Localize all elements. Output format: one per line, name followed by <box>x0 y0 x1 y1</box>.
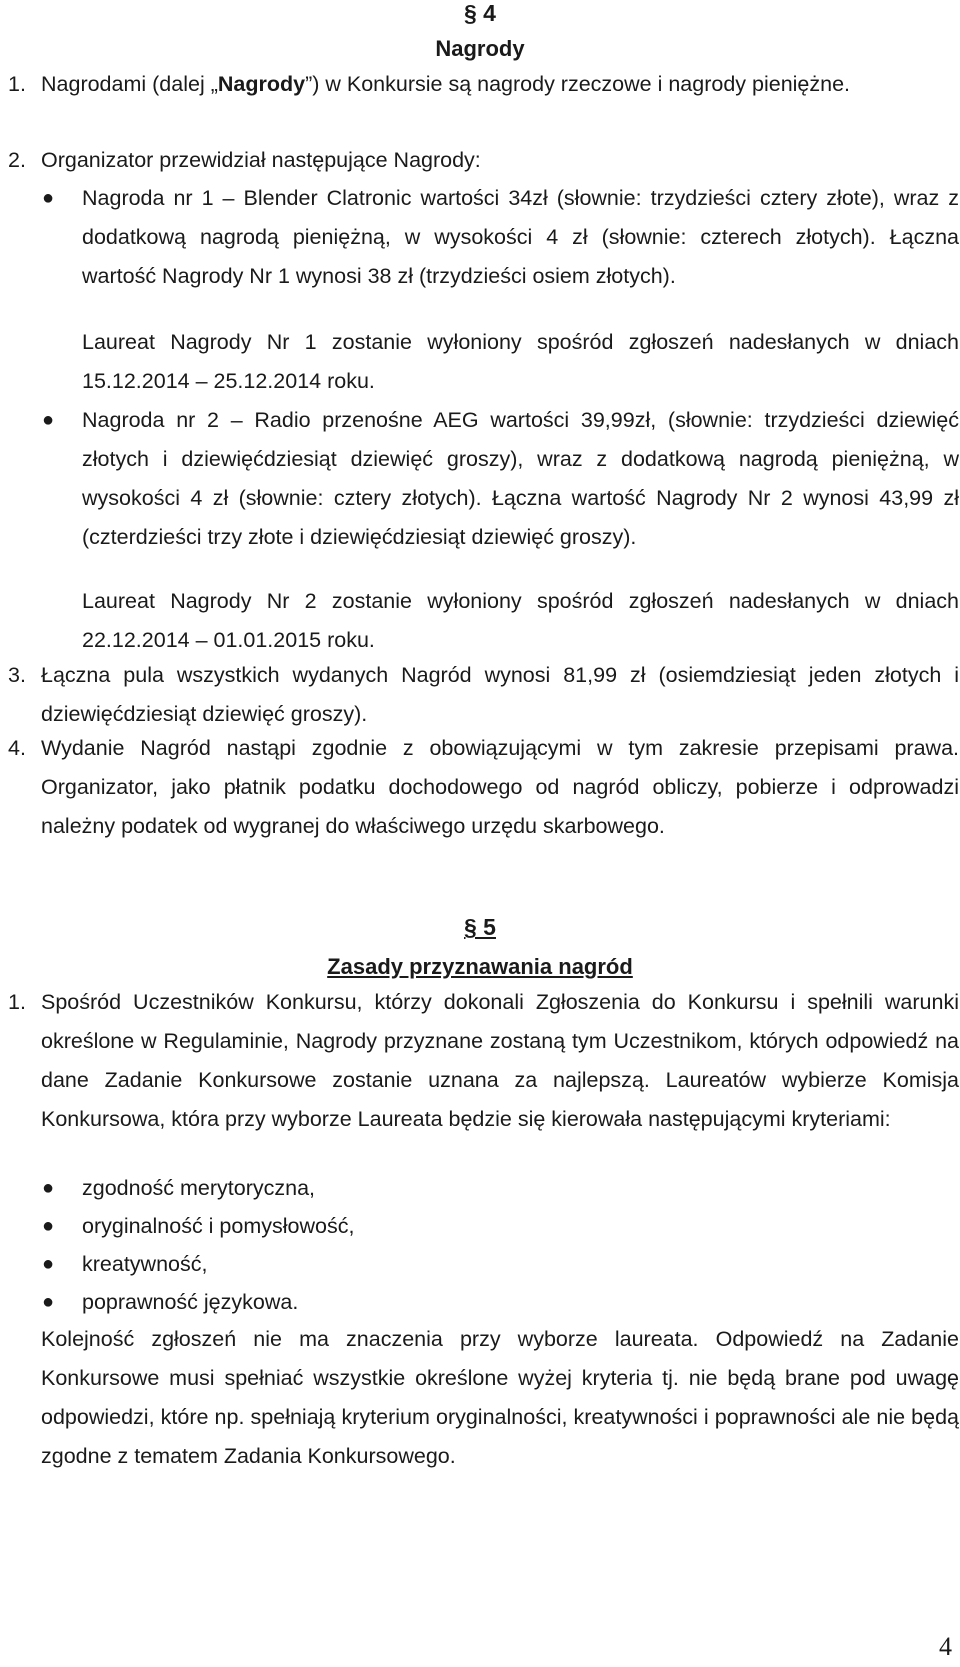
prize-1-item <box>42 179 959 296</box>
bullet-icon: ● <box>42 1291 55 1313</box>
sec4-paragraph-2 <box>8 141 959 180</box>
section-5-title-text: Zasady przyznawania nagród <box>327 954 633 979</box>
prize-2-laureat-text: Laureat Nagrody Nr 2 zostanie wyłoniony spośród zgłoszeń nadesłanych w dniach 22.12.2014 – 01.01.2015 roku. <box>82 589 959 652</box>
criteria-item <box>42 1245 959 1284</box>
prize-1-laureat-text: Laureat Nagrody Nr 1 zostanie wyłoniony spośród zgłoszeń nadesłanych w dniach 15.12.2014 – 25.12.2014 roku. <box>82 330 959 393</box>
sec4-p1-number: 1. <box>8 72 26 96</box>
section-5-title <box>0 954 960 980</box>
sec5-closing-paragraph <box>41 1320 959 1476</box>
section-5-heading-text: § 5 <box>464 914 496 940</box>
bullet-icon: ● <box>42 1177 55 1199</box>
sec4-paragraph-3 <box>8 656 959 734</box>
sec5-closing-text: Kolejność zgłoszeń nie ma znaczenia przy wyborze laureata. Odpowiedź na Zadanie Konkursowe musi spełniać wszystkie określone wyżej kryteria tj. nie będą brane pod uwagę odpowiedzi, które np. spełniają kryterium oryginalności, kreatywności i poprawności ale nie będą zgodne z tematem Zadania Konkursowego. <box>41 1327 959 1468</box>
criteria-text: oryginalność i pomysłowość, <box>82 1214 355 1238</box>
sec4-p1-text-a: Nagrodami (dalej „ <box>41 72 218 96</box>
sec5-p1-text: Spośród Uczestników Konkursu, którzy dokonali Zgłoszenia do Konkursu i spełnili warunki określone w Regulaminie, Nagrody przyznane zostaną tym Uczestnikom, których odpowiedź na dane Zadanie Konkursowe zostanie uznana za najlepszą. Laureatów wybierze Komisja Konkursowa, która przy wyborze Laureata będzie się kierowała następującymi kryteriami: <box>41 990 959 1131</box>
prize-1-text: Nagroda nr 1 – Blender Clatronic wartości 34zł (słownie: trzydzieści cztery złote), wraz z dodatkową nagrodą pieniężną, w wysokości 4 zł (słownie: czterech złotych). Łączna wartość Nagrody Nr 1 wynosi 38 zł (trzydzieści osiem złotych). <box>82 186 959 288</box>
criteria-text: zgodność merytoryczna, <box>82 1176 316 1200</box>
bullet-icon: ● <box>42 1215 55 1237</box>
sec4-p2-number: 2. <box>8 148 26 172</box>
criteria-text: poprawność językowa. <box>82 1290 299 1314</box>
section-4-title: Nagrody <box>435 36 525 61</box>
criteria-text: kreatywność, <box>82 1252 208 1276</box>
sec4-p3-text: Łączna pula wszystkich wydanych Nagród wynosi 81,99 zł (osiemdziesiąt jeden złotych i dziewięćdziesiąt dziewięć groszy). <box>41 663 959 726</box>
prize-2-laureat <box>82 582 959 660</box>
prize-2-item <box>42 401 959 557</box>
sec5-p1-number: 1. <box>8 990 26 1014</box>
sec4-p4-text: Wydanie Nagród nastąpi zgodnie z obowiązującymi w tym zakresie przepisami prawa. Organizator, jako płatnik podatku dochodowego od nagród obliczy, pobierze i odprowadzi należny podatek od wygranej do właściwego urzędu skarbowego. <box>41 736 959 838</box>
sec4-paragraph-4 <box>8 729 959 846</box>
criteria-item <box>42 1207 959 1246</box>
prize-1-laureat <box>82 323 959 401</box>
sec4-p1-bold: Nagrody <box>217 72 306 96</box>
criteria-item <box>42 1283 959 1322</box>
sec4-p2-text: Organizator przewidział następujące Nagrody: <box>41 148 481 172</box>
sec4-p3-number: 3. <box>8 663 26 687</box>
bullet-icon: ● <box>42 1253 55 1275</box>
sec5-paragraph-1 <box>8 983 959 1139</box>
sec4-p1-text-b: ”) w Konkursie są nagrody rzeczowe i nagrody pieniężne. <box>305 72 851 96</box>
criteria-item <box>42 1169 959 1208</box>
sec4-p4-number: 4. <box>8 736 26 760</box>
prize-2-text: Nagroda nr 2 – Radio przenośne AEG wartości 39,99zł, (słownie: trzydzieści dziewięć złotych i dziewięćdziesiąt dziewięć groszy), wraz z dodatkową nagrodą pieniężną, w wysokości 4 zł (słownie: cztery złotych). Łączna wartość Nagrody Nr 2 wynosi 43,99 zł (czterdzieści trzy złote i dziewięćdziesiąt dziewięć groszy). <box>82 408 959 549</box>
section-4-heading: § 4 <box>464 0 496 26</box>
sec4-paragraph-1 <box>8 65 959 104</box>
bullet-icon: ● <box>42 409 55 431</box>
bullet-icon: ● <box>42 187 55 209</box>
section-5-heading <box>0 914 960 941</box>
page-number: 4 <box>939 1632 952 1661</box>
